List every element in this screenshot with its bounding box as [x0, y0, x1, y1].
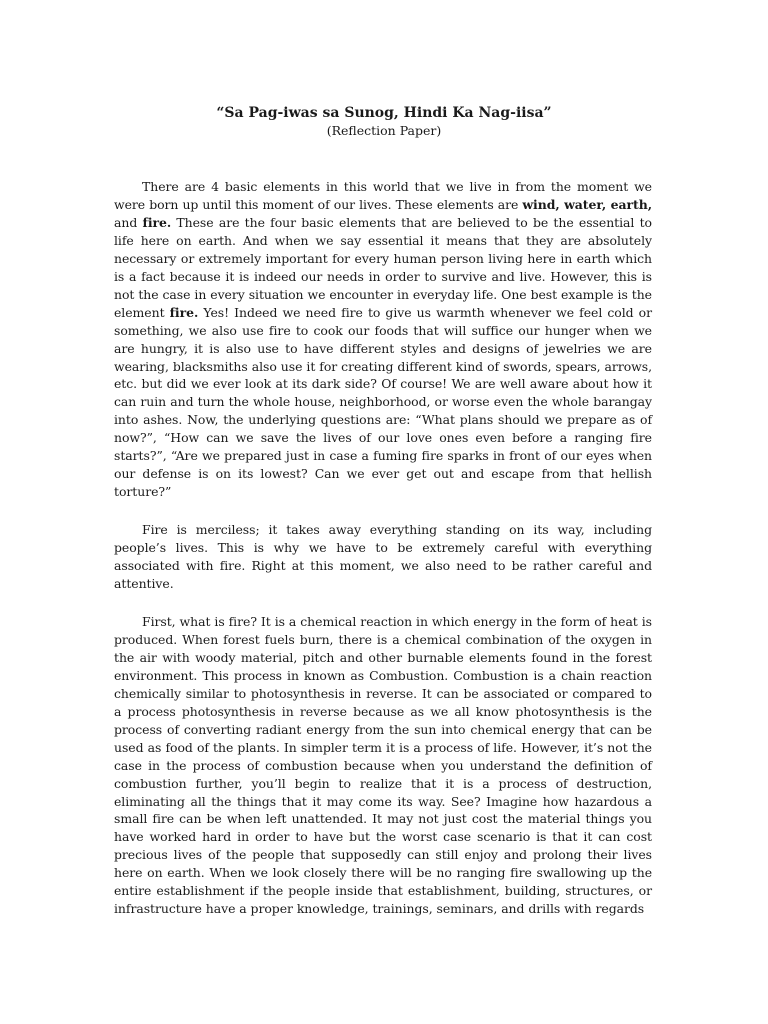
- page-subtitle: (Reflection Paper): [326, 123, 442, 138]
- paragraph-1-bold-fire-2: fire.: [169, 304, 199, 320]
- paragraph-1-text-g: Yes! Indeed we need fire to give us warmth whenever we feel cold or something, we also use fire to cook our foods that will suffice our hunger when we are hungry, it is also use to have different styles and designs of jewelries we are wearing, blacksmiths also use it for creating different kind of swords, spears, arrows, etc. but did we ever look at its dark side? Of course! We are well aware about how it can ruin and turn the whole house, neighborhood, or worse even the whole barangay into ashes. Now, the underlying questions are: “What plans should we prepare as of now?”, “How can we save the lives of our love ones even before a ranging fire starts?”, “Are we prepared just in case a fuming fire sparks in front of our eyes when our defense is on its lowest? Can we ever get out and escape from that hellish torture?”: [114, 304, 652, 500]
- paragraph-1: [114, 178, 652, 501]
- paragraph-3: First, what is fire? It is a chemical reaction in which energy in the form of heat is produced. When forest fuels burn, there is a chemical combination of the oxygen in the air with woody material, pitch and other burnable elements found in the forest environment. This process in known as Combustion. Combustion is a chain reaction chemically similar to photosynthesis in reverse. It can be associated or compared to a process photosynthesis in reverse because as we all know photosynthesis is the process of converting radiant energy from the sun into chemical energy that can be used as food of the plants. In simpler term it is a process of life. However, it’s not the case in the process of combustion because when you understand the definition of combustion further, you’ll begin to realize that it is a process of destruction, eliminating all the things that it may come its way. See? Imagine how hazardous a small fire can be when left unattended. It may not just cost the material things you have worked hard in order to have but the worst case scenario is that it can cost precious lives of the people that supposedly can still enjoy and prolong their lives here on earth. When we look closely there will be no ranging fire swallowing up the entire establishment if the people inside that establishment, building, structures, or infrastructure have a proper knowledge, trainings, seminars, and drills with regards: [114, 613, 652, 917]
- paragraph-1-bold-elements: wind, water, earth,: [522, 196, 652, 212]
- body-text: [114, 178, 652, 938]
- paragraph-1-text-a: There are 4 basic elements in this world that we live in from the moment we were born up until this moment of our lives. These elements are: [114, 179, 652, 212]
- paragraph-1-text-c: and: [114, 214, 143, 230]
- paragraph-1-bold-fire: fire.: [142, 214, 172, 230]
- title-block: [0, 104, 768, 139]
- paragraph-1-text-e: These are the four basic elements that are believed to be the essential to life here on earth. And when we say essential it means that they are absolutely necessary or extremely important for every human person living here in earth which is a fact because it is indeed our needs in order to survive and live. However, this is not the case in every situation we encounter in everyday life. One best example is the element: [114, 214, 652, 320]
- paragraph-2: Fire is merciless; it takes away everything standing on its way, including people’s lives. This is why we have to be extremely careful with everything associated with fire. Right at this moment, we also need to be rather careful and attentive.: [114, 522, 652, 592]
- page-title: “Sa Pag-iwas sa Sunog, Hindi Ka Nag-iisa”: [216, 105, 552, 121]
